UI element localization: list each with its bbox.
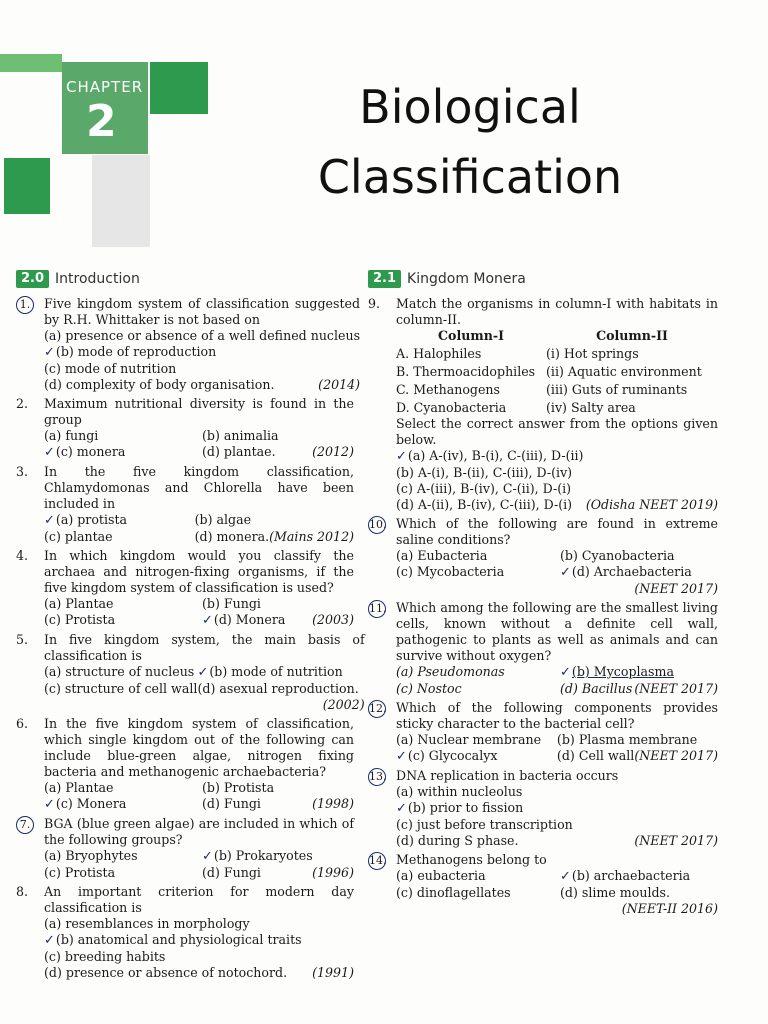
question-stem: An important criterion for modern day classification is xyxy=(44,884,354,915)
check-mark-icon: ✓ xyxy=(44,445,55,460)
question-number: 7. xyxy=(16,816,34,834)
option: (c) Glycocalyx xyxy=(407,748,498,763)
option: (d) presence or absence of notochord. xyxy=(44,965,288,980)
check-mark-icon: ✓ xyxy=(44,933,55,948)
left-column xyxy=(16,270,365,984)
decor-square xyxy=(150,62,208,114)
option: (a) Plantae xyxy=(44,596,114,611)
option: (d) Monera xyxy=(213,612,286,627)
option: (b) mode of nutrition xyxy=(209,664,343,679)
question-number: 5. xyxy=(16,632,29,647)
option: (d) A-(ii), B-(iv), C-(iii), D-(i) xyxy=(396,497,573,512)
question-stem: Which among the following are the smallest living cells, known without a definite cell wall, pathogenic to plants as well as animals and can survive without oxygen? xyxy=(396,600,718,663)
chapter-label: CHAPTER xyxy=(66,78,144,96)
section-title: Kingdom Monera xyxy=(407,271,526,287)
page-title-line1: Biological xyxy=(359,80,581,134)
option: (b) Cyanobacteria xyxy=(560,548,675,563)
option: (b) prior to fission xyxy=(407,800,524,815)
question-stem: Which of the following are found in extreme saline conditions? xyxy=(396,516,718,547)
question-number: 2. xyxy=(16,396,29,411)
question xyxy=(16,296,361,393)
question-prompt: Select the correct answer from the options given below. xyxy=(396,416,718,447)
column-header: Column-II xyxy=(596,328,668,343)
check-mark-icon: ✓ xyxy=(44,797,55,812)
option: (a) Bryophytes xyxy=(44,848,138,863)
check-mark-icon: ✓ xyxy=(197,665,209,680)
question-source: (2014) xyxy=(318,377,361,392)
option: (c) plantae xyxy=(44,529,113,544)
check-mark-icon: ✓ xyxy=(44,345,55,360)
option: (c) mode of nutrition xyxy=(44,361,177,376)
question-stem: BGA (blue green algae) are included in which of the following groups? xyxy=(44,816,354,847)
question xyxy=(368,600,718,697)
question xyxy=(368,768,718,849)
chapter-number: 2 xyxy=(86,96,117,147)
right-column xyxy=(368,270,718,920)
question-stem: Which of the following components provides sticky character to the bacterial cell? xyxy=(396,700,718,731)
question-source: (1991) xyxy=(312,965,354,980)
option: (a) protista xyxy=(55,512,128,527)
question xyxy=(16,632,365,713)
question xyxy=(16,396,354,461)
match-item: (ii) Aquatic environment xyxy=(546,364,702,379)
question-number: 14. xyxy=(368,852,386,870)
question xyxy=(368,852,718,917)
option: (c) breeding habits xyxy=(44,949,166,964)
option: (d) Fungi xyxy=(202,865,261,880)
question xyxy=(16,816,354,881)
question-number: 6. xyxy=(16,716,29,731)
option: (b) Mycoplasma xyxy=(571,664,674,679)
question-source: (1998) xyxy=(312,796,354,811)
option: (b) Fungi xyxy=(202,596,261,611)
decor-bar xyxy=(0,54,62,72)
option: (a) presence or absence of a well defined nucleus xyxy=(44,328,361,343)
question-number: 4. xyxy=(16,548,29,563)
question-source: (1996) xyxy=(312,865,354,880)
question-stem: Maximum nutritional diversity is found in the group xyxy=(44,396,354,427)
decor-grey-block xyxy=(92,155,150,247)
question xyxy=(368,700,718,765)
option: (c) just before transcription xyxy=(396,817,573,832)
match-item: (iv) Salty area xyxy=(546,400,636,415)
option: (d) asexual reproduction. xyxy=(197,681,359,696)
option: (a) eubacteria xyxy=(396,868,486,883)
question-number: 10. xyxy=(368,516,386,534)
option: (a) Pseudomonas xyxy=(396,664,505,679)
question xyxy=(16,716,354,813)
match-item: B. Thermoacidophiles xyxy=(396,364,536,379)
question-number: 8. xyxy=(16,884,29,899)
question-stem: Match the organisms in column-I with habitats in column-II. xyxy=(396,296,718,327)
question-number: 3. xyxy=(16,464,29,479)
question-stem: In five kingdom system, the main basis of classification is xyxy=(44,632,365,663)
option: (c) structure of cell wall xyxy=(44,681,198,696)
section-header xyxy=(16,270,354,288)
question-source: (2012) xyxy=(312,444,354,459)
option: (c) dinoflagellates xyxy=(396,885,511,900)
option: (b) mode of reproduction xyxy=(55,344,217,359)
option: (c) A-(iii), B-(iv), C-(ii), D-(i) xyxy=(396,481,572,496)
question-number: 13. xyxy=(368,768,386,786)
question-stem: Methanogens belong to xyxy=(396,852,547,867)
option: (d) slime moulds. xyxy=(560,885,670,900)
option: (d) Fungi xyxy=(202,796,261,811)
check-mark-icon: ✓ xyxy=(560,869,571,884)
check-mark-icon: ✓ xyxy=(560,565,571,580)
option: (b) A-(i), B-(ii), C-(iii), D-(iv) xyxy=(396,465,573,480)
question-source: (NEET 2017) xyxy=(634,581,718,596)
question-number: 12. xyxy=(368,700,386,718)
match-item: (i) Hot springs xyxy=(546,346,639,361)
page-title-line2: Classification xyxy=(317,150,623,204)
check-mark-icon: ✓ xyxy=(560,665,571,680)
question-stem: In the five kingdom classification, Chlamydomonas and Chlorella have been included in xyxy=(44,464,354,511)
question-stem: DNA replication in bacteria occurs xyxy=(396,768,619,783)
option: (b) anatomical and physiological traits xyxy=(55,932,302,947)
match-item: C. Methanogens xyxy=(396,382,501,397)
option: (a) structure of nucleus xyxy=(44,664,195,679)
match-table xyxy=(396,328,718,416)
option: (c) Nostoc xyxy=(396,681,462,696)
question-stem: In the five kingdom system of classification, which single kingdom out of the following can include blue-green algae, nitrogen fixing bacteria and methanogenic archaebacteria? xyxy=(44,716,354,779)
option: (b) animalia xyxy=(202,428,279,443)
option: (d) Archaebacteria xyxy=(571,564,692,579)
match-item: D. Cyanobacteria xyxy=(396,400,507,415)
option: (d) Bacillus xyxy=(560,681,633,696)
option: (b) archaebacteria xyxy=(571,868,691,883)
option: (a) fungi xyxy=(44,428,99,443)
section-number: 2.1 xyxy=(368,270,401,288)
check-mark-icon: ✓ xyxy=(44,513,55,528)
option: (c) Mycobacteria xyxy=(396,564,505,579)
check-mark-icon: ✓ xyxy=(202,849,213,864)
section-title: Introduction xyxy=(55,271,140,287)
question-stem: In which kingdom would you classify the archaea and nitrogen-fixing organisms, if the five kingdom system of classification is used? xyxy=(44,548,354,595)
match-item: A. Halophiles xyxy=(396,346,482,361)
option: (c) monera xyxy=(55,444,126,459)
option: (a) Plantae xyxy=(44,780,114,795)
option: (c) Protista xyxy=(44,865,116,880)
option: (a) within nucleolus xyxy=(396,784,523,799)
check-mark-icon: ✓ xyxy=(396,801,407,816)
option: (a) resemblances in morphology xyxy=(44,916,250,931)
option: (d) plantae. xyxy=(202,444,276,459)
check-mark-icon: ✓ xyxy=(396,449,407,464)
question-source: (2002) xyxy=(322,697,365,712)
option: (d) monera. xyxy=(194,529,270,544)
section-number: 2.0 xyxy=(16,270,49,288)
question-number: 9. xyxy=(368,296,381,311)
question xyxy=(368,516,718,597)
option: (d) Cell wall xyxy=(556,748,635,763)
option: (b) Protista xyxy=(202,780,275,795)
option: (c) Monera xyxy=(55,796,127,811)
question xyxy=(16,464,354,545)
question xyxy=(368,296,718,513)
question-source: (NEET 2017) xyxy=(634,833,718,848)
option: (b) Plasma membrane xyxy=(556,732,698,747)
option: (d) complexity of body organisation. xyxy=(44,377,275,392)
option: (a) A-(iv), B-(i), C-(iii), D-(ii) xyxy=(407,448,584,463)
option: (a) Eubacteria xyxy=(396,548,488,563)
section-header xyxy=(368,270,718,288)
question-number: 1. xyxy=(16,296,34,314)
question xyxy=(16,884,354,981)
option: (b) algae xyxy=(194,512,252,527)
question-number: 11. xyxy=(368,600,386,618)
question-source: (NEET 2017) xyxy=(634,681,718,696)
check-mark-icon: ✓ xyxy=(396,749,407,764)
question-source: (Mains 2012) xyxy=(269,529,354,544)
question-source: (Odisha NEET 2019) xyxy=(585,497,718,512)
option: (b) Prokaryotes xyxy=(213,848,313,863)
option: (d) during S phase. xyxy=(396,833,519,848)
column-header: Column-I xyxy=(438,328,504,343)
check-mark-icon: ✓ xyxy=(202,613,213,628)
question-source: (2003) xyxy=(312,612,354,627)
question xyxy=(16,548,354,629)
match-item: (iii) Guts of ruminants xyxy=(546,382,688,397)
option: (a) Nuclear membrane xyxy=(396,732,542,747)
option: (c) Protista xyxy=(44,612,116,627)
question-source: (NEET 2017) xyxy=(634,748,718,763)
decor-square xyxy=(4,158,50,214)
question-stem: Five kingdom system of classification suggested by R.H. Whittaker is not based on xyxy=(44,296,361,327)
question-source: (NEET-II 2016) xyxy=(621,901,718,916)
